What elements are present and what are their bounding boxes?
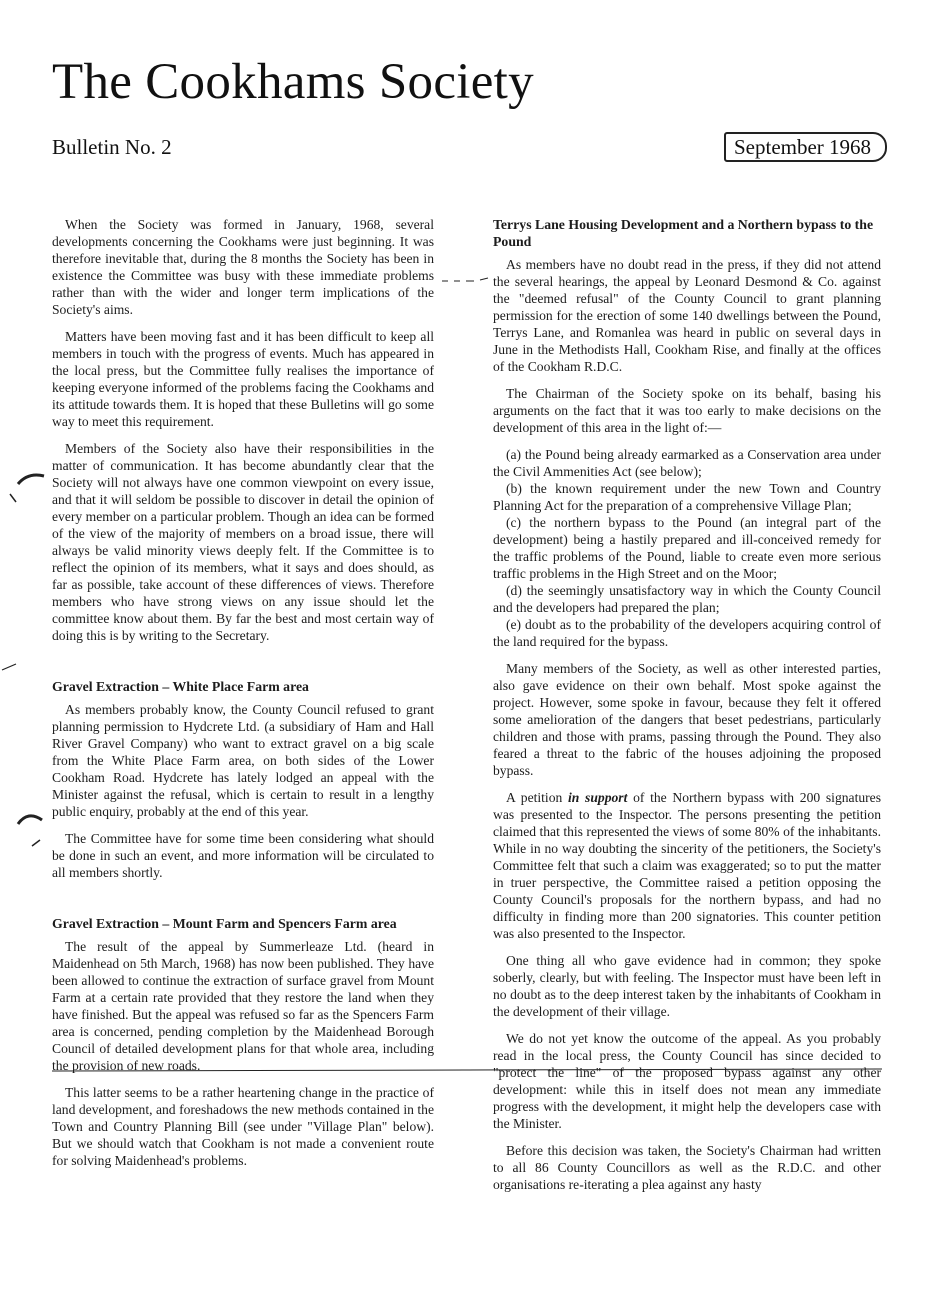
list-item: (b) the known requirement under the new Town and Country Planning Act for the preparation of a comprehensive Village Plan;	[493, 481, 881, 513]
pen-mark-icon	[0, 660, 24, 674]
mount-farm-paragraph-2: This latter seems to be a rather heartening change in the practice of land development, and foreshadows the new methods contained in the Town and Country Planning Bill (see under "Village Plan" below). But we should watch that Cookham is not made a convenient route for solving Maidenhead's problems.	[52, 1085, 434, 1168]
list-item: (d) the seemingly unsatisfactory way in which the County Council and the developers had prepared the plan;	[493, 583, 881, 615]
petition-text-rest: of the Northern bypass with 200 signatures was presented to the Inspector. The persons presenting the petition claimed that this represented the views of some 80% of the inhabitants. While in no way doubting the sincerity of the petitioners, the Society's Committee felt that such a claim was exaggerated; so to put the matter in truer perspective, the Committee raised a petition opposing the County Council's proposals for the northern bypass, and had no difficulty in finding more than 200 signatories. This counter petition was also presented to the Inspector.	[493, 790, 881, 941]
dash-mark-icon	[440, 276, 490, 286]
left-column	[52, 216, 434, 1179]
list-item: (a) the Pound being already earmarked as a Conservation area under the Civil Ammenities Act (see below);	[493, 447, 881, 479]
intro-paragraph-2: Matters have been moving fast and it has been difficult to keep all members in touch with the progress of events. Much has appeared in the local press, but the Committee fully realises the importance of keeping everyone informed of the problems facing the Cookhams and its attitude towards them. It is hoped that these Bulletins will go some way to meet this requirement.	[52, 329, 434, 429]
section-gap	[52, 654, 434, 678]
outcome-paragraph: We do not yet know the outcome of the appeal. As you probably read in the local press, the County Council has since decided to "protect the line" of the proposed bypass against any other development: while this in itself does not mean any immediate progress with the development, it might help the developers case with the Minister.	[493, 1031, 881, 1131]
terrys-lane-paragraph-2: The Chairman of the Society spoke on its behalf, basing his arguments on the fact that it was too early to make decisions on the development of this area in the light of:—	[493, 386, 881, 435]
pen-mark-icon	[14, 806, 56, 850]
objections-list	[493, 446, 881, 650]
pen-mark-icon	[4, 470, 52, 510]
intro-paragraph-3: Members of the Society also have their responsibilities in the matter of communication. It has become abundantly clear that the Society will not always have one common viewpoint on every issue, and that it will seldom be possible to discover in detail the opinion of every member on a particular problem. Though an idea can be formed of the view of the majority of members on a broad issue, there will always be valid minority views deeply felt. If the Committee is to reflect the opinion of its members, what it says and does should, as far as possible, take account of these differences of views. Therefore members who have strong views on any issue should let the committee know about them. By far the best and most certain way of doing this is by writing to the Secretary.	[52, 441, 434, 643]
date-stamp: September 1968	[724, 132, 887, 162]
white-place-paragraph-1: As members probably know, the County Council refused to grant planning permission to Hydcrete Ltd. (a subsidiary of Ham and Hall River Gravel Company) who want to extract gravel on a big scale from the White Place Farm area, on both sides of the Lower Cookham Road. Hydcrete has lately lodged an appeal with the Minister against the refusal, which is certain to result in a lengthy public enquiry, probably at the end of this year.	[52, 702, 434, 819]
petition-text-start: A petition	[506, 790, 569, 805]
right-column	[493, 216, 881, 1203]
intro-paragraph-1: When the Society was formed in January, 1968, several developments concerning the Cookhams were just beginning. It was therefore inevitable that, during the 8 months the Society has been in existence the Committee was busy with these immediate problems rather than with the wider and longer term implications of the Society's aims.	[52, 217, 434, 317]
rule-line-icon	[52, 1067, 882, 1073]
petition-emphasis: in support	[568, 790, 628, 805]
section-gap	[52, 891, 434, 915]
evidence-paragraph: One thing all who gave evidence had in common; they spoke soberly, clearly, but with feeling. The Inspector must have been left in no doubt as to the deep interest taken by the inhabitants of Cookham in the development of their village.	[493, 953, 881, 1019]
terrys-lane-heading: Terrys Lane Housing Development and a Northern bypass to the Pound	[493, 217, 874, 249]
society-title: The Cookhams Society	[52, 54, 534, 110]
white-place-heading: Gravel Extraction – White Place Farm area	[52, 679, 309, 694]
petition-paragraph	[493, 789, 881, 942]
terrys-lane-paragraph-3: Many members of the Society, as well as other interested parties, also gave evidence on their own behalf. Most spoke against the project. However, some spoke in favour, because they felt it offered some amelioration of the dangers that beset pedestrians, particularly children and those with prams, passing through the Pound. They also feared a threat to the fabric of the houses adjoining the proposed bypass.	[493, 661, 881, 778]
list-item: (e) doubt as to the probability of the developers acquiring control of the land required for the bypass.	[493, 617, 881, 649]
list-item: (c) the northern bypass to the Pound (an integral part of the development) being a hastily prepared and ill-conceived remedy for the traffic problems of the Pound, liable to create even more serious traffic problems in the High Street and on the Moor;	[493, 515, 881, 581]
chairman-paragraph: Before this decision was taken, the Society's Chairman had written to all 86 County Councillors as well as the R.D.C. and other organisations re-iterating a plea against any hasty	[493, 1143, 881, 1192]
white-place-paragraph-2: The Committee have for some time been considering what should be done in such an event, and more information will be circulated to all members shortly.	[52, 831, 434, 880]
mount-farm-paragraph-1: The result of the appeal by Summerleaze Ltd. (heard in Maidenhead on 5th March, 1968) has now been published. They have been allowed to continue the extraction of surface gravel from Mount Farm at a certain rate provided that they restore the land when they have finished. But the appeal was refused so far as the Spencers Farm area is concerned, pending completion by the Maidenhead Borough Council of detailed development plans for that whole area, including the provision of new roads.	[52, 939, 434, 1073]
bulletin-number: Bulletin No. 2	[52, 135, 172, 159]
mount-farm-heading: Gravel Extraction – Mount Farm and Spencers Farm area	[52, 916, 397, 931]
terrys-lane-paragraph-1: As members have no doubt read in the press, if they did not attend the several hearings, the appeal by Leonard Desmond & Co. against the "deemed refusal" of the County Council to grant planning permission for the erection of some 140 dwellings between the Pound, Terrys Lane, and Romanlea was heard in public on several days in June in the Methodists Hall, Cookham Rise, and finally at the offices of the Cookham R.D.C.	[493, 257, 881, 374]
